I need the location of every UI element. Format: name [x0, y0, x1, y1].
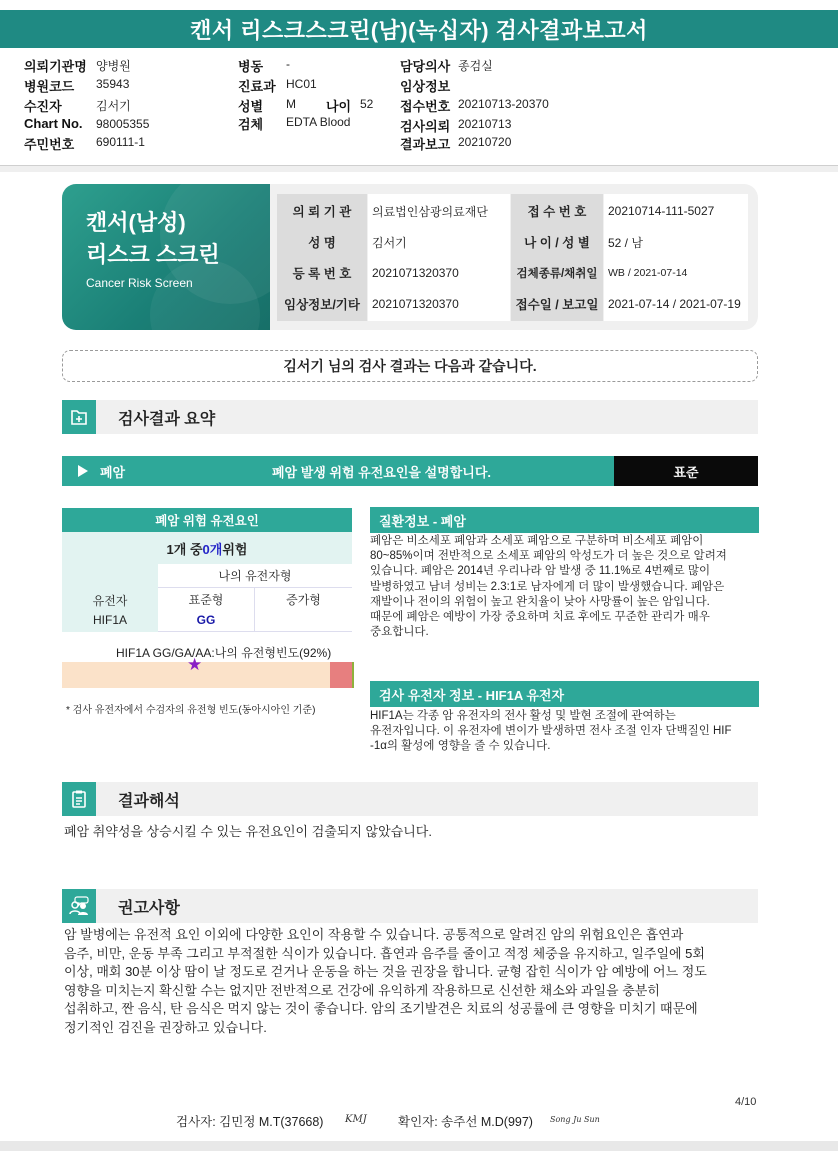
add-document-icon: [62, 400, 96, 434]
info-key: 의 뢰 기 관: [277, 194, 367, 228]
info-key: 검체종류/채취일: [511, 256, 603, 290]
info-value: 김서기: [368, 225, 510, 259]
info-value: 52 / 남: [604, 225, 748, 259]
info-key: 나 이 / 성 별: [511, 225, 603, 259]
examiner-label: 검사자: 김민정 M.T(37668): [176, 1115, 324, 1129]
divider: [0, 166, 838, 172]
meta-value: 20210720: [458, 135, 512, 149]
info-value: 20210714-111-5027: [604, 194, 748, 228]
cancer-name: 폐암: [100, 464, 126, 480]
info-key: 접수일 / 보고일: [511, 287, 603, 321]
section-title: 검사결과 요약: [118, 410, 216, 428]
section-summary: [62, 400, 758, 434]
meta-label: 주민번호: [24, 137, 75, 152]
risk-level-badge: 표준: [614, 456, 758, 486]
meta-label: Chart No.: [24, 116, 83, 131]
text-line: 재발이나 전이의 위험이 높고 완치율이 낮아 사망률이 높은 암입니다.: [370, 595, 710, 608]
meta-label: 담당의사: [400, 59, 451, 74]
lung-cancer-row: [62, 456, 758, 486]
meta-value: 20210713: [458, 117, 512, 131]
examiner-signature: KMJ: [345, 1114, 367, 1125]
greeting-banner: 김서기 님의 검사 결과는 다음과 같습니다.: [62, 350, 758, 382]
count-prefix: 1개 중: [166, 541, 203, 557]
disease-info-title: 질환정보 - 폐암: [370, 507, 759, 533]
frequency-note: * 검사 유전자에서 수검자의 유전형 빈도(동아시아인 기준): [66, 705, 316, 716]
meta-value: 종검실: [458, 59, 493, 73]
text-line: 영향을 미치는지 확신할 수는 없지만 전반적으로 건강에 유익하게 작용하므로 신선한 채소와 과일을 충분히: [64, 982, 660, 998]
info-key: 접 수 번 호: [511, 194, 603, 228]
text-line: 암 발병에는 유전적 요인 이외에 다양한 요인이 작용할 수 있습니다. 공통적으로 알려진 암의 위험요인은 흡연과: [64, 927, 684, 942]
info-value: WB / 2021-07-14: [604, 256, 748, 290]
meta-value: 98005355: [96, 117, 150, 131]
text-line: 발병하였고 남녀 성비는 2.3:1로 남자에게 더 많이 발생했습니다. 폐암은: [370, 580, 725, 593]
table-cell: [62, 564, 158, 588]
table-header: 폐암 위험 유전요인: [62, 508, 352, 532]
meta-label: 임상정보: [400, 79, 451, 94]
play-arrow-icon: [78, 465, 88, 477]
meta-value: EDTA Blood: [286, 115, 351, 129]
text-line: 섭취하고, 짠 음식, 탄 음식은 먹지 않는 것이 좋습니다. 암의 조기발견은 치료의 성공률에 큰 영향을 미치기 때문에: [64, 1001, 698, 1017]
meta-value: 양병원: [96, 59, 131, 73]
gene-info-title: 검사 유전자 정보 - HIF1A 유전자: [370, 681, 759, 707]
standard-column-header: 표준형: [158, 588, 255, 612]
meta-label: 검체: [238, 117, 264, 132]
info-key: 성 명: [277, 225, 367, 259]
increased-genotype: [255, 608, 352, 632]
card-hero: [62, 184, 270, 330]
meta-value: 김서기: [96, 99, 131, 113]
doctor-consult-icon: [62, 889, 96, 923]
text-line: 있습니다. 폐암은 2014년 우리나라 암 발생 중 11.1%로 4번째로 많이: [370, 565, 711, 578]
meta-label: 성별: [238, 99, 264, 114]
gene-info-text: [370, 709, 759, 755]
meta-label: 병동: [238, 59, 264, 74]
section-title: 권고사항: [118, 899, 180, 917]
card-title-en: Cancer Risk Screen: [86, 276, 193, 290]
meta-label: 접수번호: [400, 99, 451, 114]
meta-value: 52: [360, 97, 374, 111]
text-line: 80~85%이며 전반적으로 소세포 폐암의 악성도가 더 높은 것으로 알려져: [370, 550, 727, 563]
text-line: -1α의 활성에 영향을 줄 수 있습니다.: [370, 740, 551, 753]
gene-name: HIF1A: [62, 608, 158, 632]
disease-info-text: [370, 534, 759, 640]
my-genotype-header: 나의 유전자형: [158, 564, 352, 588]
meta-label: 병원코드: [24, 79, 75, 94]
text-line: HIF1A는 각종 암 유전자의 전사 활성 및 발현 조절에 관여하는: [370, 710, 676, 722]
info-value: 의료법인삼광의료재단: [368, 194, 510, 228]
text-line: 음주, 비만, 운동 부족 그리고 부적절한 식이가 있습니다. 흡연과 음주를 줄이고 적정 체중을 유지하고, 일주일에 5회: [64, 945, 705, 961]
text-line: 이상, 매회 30분 이상 땀이 날 정도로 걷거나 운동을 하는 것을 권장을 합니다. 균형 잡힌 식이가 암 예방에 어느 정도: [64, 964, 707, 980]
interpretation-text: 폐암 취약성을 상승시킬 수 있는 유전요인이 검출되지 않았습니다.: [64, 824, 432, 839]
section-recommendation: [62, 889, 758, 923]
meta-value: -: [286, 57, 290, 71]
cancer-description: 폐암 발생 위험 유전요인을 설명합니다.: [272, 464, 491, 480]
meta-label: 나이: [326, 99, 352, 114]
text-line: 유전자입니다. 이 유전자에 변이가 발생하면 전사 조절 인자 단백질인 HIF: [370, 725, 732, 738]
info-value: 2021071320370: [368, 256, 510, 290]
count-suffix: 위험: [222, 541, 248, 557]
frequency-label: HIF1A GG/GA/AA:나의 유전형빈도(92%): [116, 646, 332, 660]
meta-value: 20210713-20370: [458, 97, 549, 111]
report-title: 캔서 리스크스크린(남)(녹십자) 검사결과보고서: [0, 10, 838, 48]
clipboard-icon: [62, 782, 96, 816]
frequency-bar: [62, 655, 354, 688]
meta-value: M: [286, 97, 296, 111]
section-title: 결과해석: [118, 792, 180, 810]
bottom-band: [0, 1141, 838, 1151]
text-line: 때문에 폐암은 예방이 가장 중요하며 치료 후에도 꾸준한 관리가 매우: [370, 611, 710, 624]
advice-text: [64, 926, 764, 1038]
meta-value: HC01: [286, 77, 317, 91]
text-line: 중요합니다.: [370, 626, 429, 639]
marker-segment: [352, 662, 354, 688]
meta-label: 결과보고: [400, 137, 451, 152]
section-interpretation: [62, 782, 758, 816]
info-key: 등 록 번 호: [277, 256, 367, 290]
increased-column-header: 증가형: [255, 588, 352, 612]
patient-meta: [0, 50, 838, 166]
meta-label: 검사의뢰: [400, 119, 451, 134]
count-value: 0개: [202, 541, 223, 557]
text-line: 정기적인 검진을 권장하고 있습니다.: [64, 1019, 267, 1035]
risk-count: [62, 532, 352, 564]
card-title: 리스크 스크린: [86, 242, 220, 267]
text-line: 폐암은 비소세포 폐암과 소세포 폐암으로 구분하며 비소세포 폐암이: [370, 535, 704, 547]
star-icon: ★: [187, 655, 203, 674]
info-value: 2021071320370: [368, 287, 510, 321]
page-number: 4/10: [735, 1096, 757, 1108]
risk-segment: [330, 662, 352, 688]
meta-label: 수진자: [24, 99, 62, 114]
info-value: 2021-07-14 / 2021-07-19: [604, 287, 748, 321]
confirmer-label: 확인자: 송주선 M.D(997): [398, 1115, 533, 1129]
card-title: 캔서(남성): [86, 210, 186, 235]
standard-genotype: GG: [158, 608, 255, 632]
meta-label: 진료과: [238, 79, 276, 94]
confirmer-signature: Song Ju Sun: [550, 1115, 600, 1124]
meta-label: 의뢰기관명: [24, 59, 87, 74]
meta-value: 35943: [96, 77, 130, 91]
gene-column-header: 유전자: [62, 588, 158, 612]
meta-value: 690111-1: [96, 135, 145, 149]
info-key: 임상정보/기타: [277, 287, 367, 321]
